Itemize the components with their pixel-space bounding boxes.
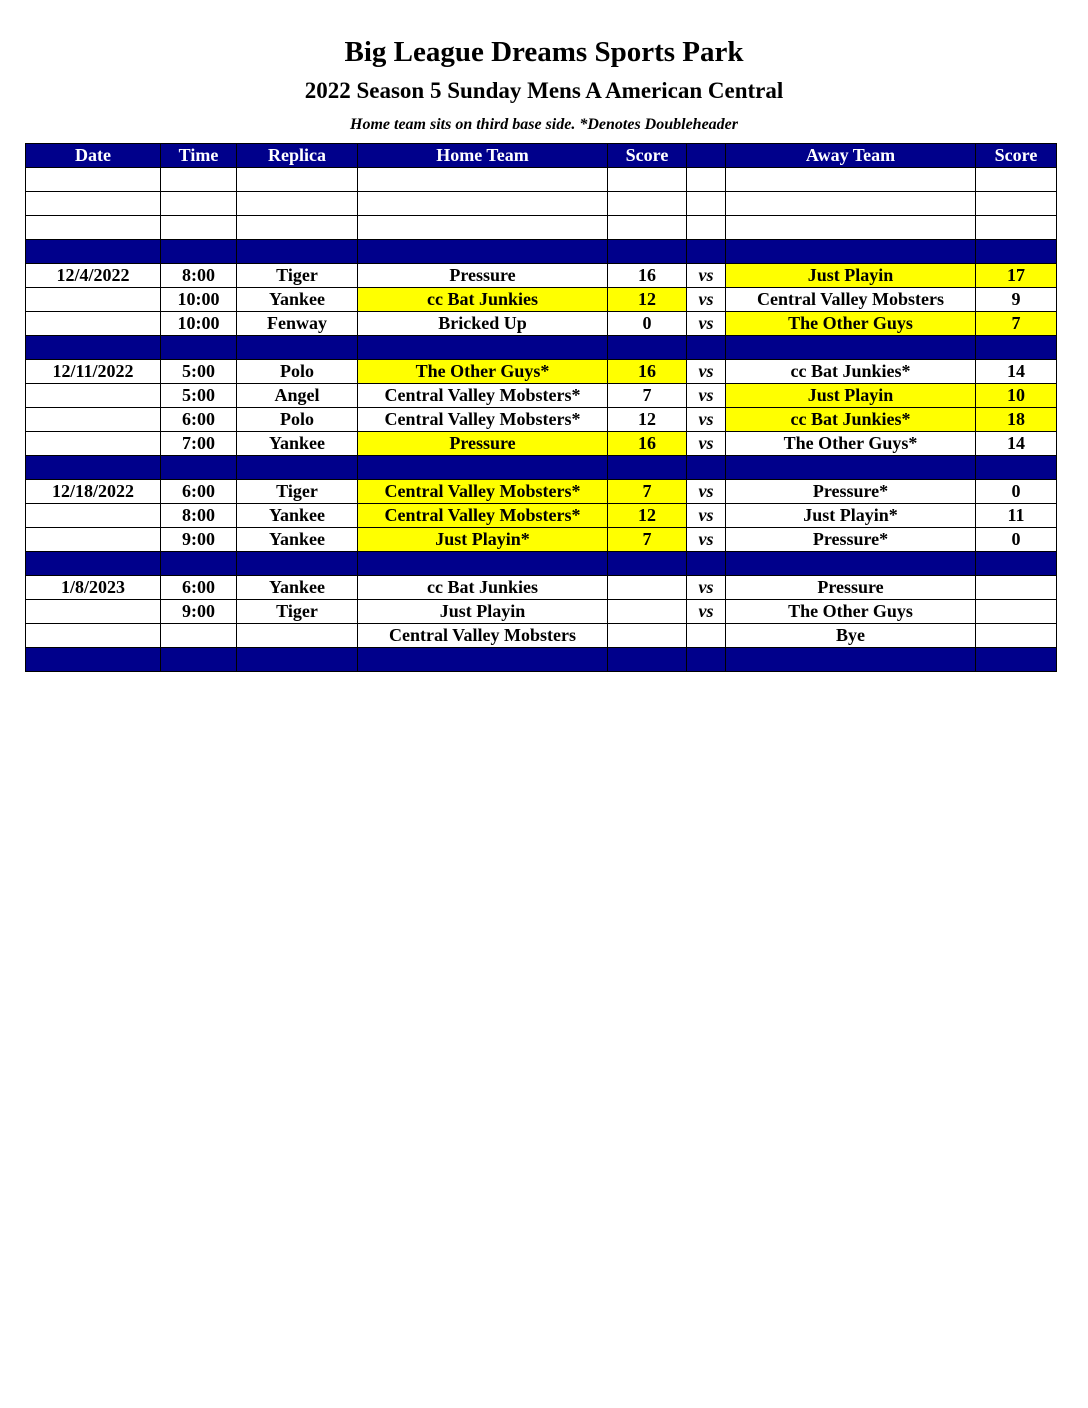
home-team-cell xyxy=(358,336,608,360)
time-cell: 7:00 xyxy=(161,432,237,456)
date-cell xyxy=(26,288,161,312)
game-row xyxy=(26,624,1057,648)
away-team-cell xyxy=(726,216,976,240)
vs-cell: vs xyxy=(687,384,726,408)
vs-cell xyxy=(687,336,726,360)
replica-cell: Polo xyxy=(237,408,358,432)
blank-row xyxy=(26,168,1057,192)
away-team-cell: Central Valley Mobsters xyxy=(726,288,976,312)
home-team-cell xyxy=(358,456,608,480)
game-row xyxy=(26,576,1057,600)
home-score-cell xyxy=(608,552,687,576)
replica-cell: Yankee xyxy=(237,432,358,456)
home-score-cell xyxy=(608,240,687,264)
vs-cell: vs xyxy=(687,264,726,288)
replica-cell: Yankee xyxy=(237,288,358,312)
replica-cell xyxy=(237,456,358,480)
away-score-cell: 0 xyxy=(976,528,1057,552)
away-team-cell xyxy=(726,648,976,672)
schedule-table xyxy=(25,143,1057,672)
date-cell: 12/11/2022 xyxy=(26,360,161,384)
date-cell xyxy=(26,600,161,624)
week-separator-row xyxy=(26,648,1057,672)
week-separator-row xyxy=(26,336,1057,360)
date-cell xyxy=(26,528,161,552)
game-row xyxy=(26,600,1057,624)
col-header-time: Time xyxy=(161,144,237,168)
away-team-cell: Pressure* xyxy=(726,528,976,552)
home-team-cell: Central Valley Mobsters* xyxy=(358,384,608,408)
home-team-cell: Central Valley Mobsters* xyxy=(358,408,608,432)
away-team-cell xyxy=(726,456,976,480)
game-row xyxy=(26,408,1057,432)
vs-cell: vs xyxy=(687,432,726,456)
header-row xyxy=(26,144,1057,168)
time-cell xyxy=(161,240,237,264)
replica-cell xyxy=(237,192,358,216)
date-cell xyxy=(26,312,161,336)
home-team-cell: Just Playin xyxy=(358,600,608,624)
time-cell xyxy=(161,168,237,192)
away-score-cell xyxy=(976,552,1057,576)
col-header-replica: Replica xyxy=(237,144,358,168)
blank-row xyxy=(26,192,1057,216)
date-cell xyxy=(26,456,161,480)
away-score-cell: 14 xyxy=(976,432,1057,456)
date-cell: 1/8/2023 xyxy=(26,576,161,600)
time-cell: 10:00 xyxy=(161,288,237,312)
home-team-cell: Central Valley Mobsters* xyxy=(358,504,608,528)
home-team-cell xyxy=(358,216,608,240)
away-team-cell: cc Bat Junkies* xyxy=(726,408,976,432)
away-score-cell: 17 xyxy=(976,264,1057,288)
vs-cell xyxy=(687,168,726,192)
away-team-cell: The Other Guys xyxy=(726,600,976,624)
col-header-home-score: Score xyxy=(608,144,687,168)
away-score-cell xyxy=(976,600,1057,624)
home-score-cell: 12 xyxy=(608,288,687,312)
time-cell: 10:00 xyxy=(161,312,237,336)
home-team-cell: Just Playin* xyxy=(358,528,608,552)
home-score-cell: 0 xyxy=(608,312,687,336)
home-score-cell xyxy=(608,456,687,480)
date-cell xyxy=(26,384,161,408)
col-header-away-score: Score xyxy=(976,144,1057,168)
date-cell xyxy=(26,408,161,432)
date-cell: 12/4/2022 xyxy=(26,264,161,288)
date-cell xyxy=(26,216,161,240)
date-cell xyxy=(26,624,161,648)
home-team-cell xyxy=(358,168,608,192)
home-score-cell xyxy=(608,624,687,648)
home-team-cell: Pressure xyxy=(358,432,608,456)
home-score-cell xyxy=(608,576,687,600)
away-team-cell: The Other Guys* xyxy=(726,432,976,456)
time-cell xyxy=(161,456,237,480)
away-team-cell xyxy=(726,336,976,360)
replica-cell xyxy=(237,552,358,576)
away-team-cell xyxy=(726,552,976,576)
col-header-date: Date xyxy=(26,144,161,168)
time-cell: 6:00 xyxy=(161,480,237,504)
away-team-cell xyxy=(726,240,976,264)
vs-cell xyxy=(687,240,726,264)
home-team-cell: cc Bat Junkies xyxy=(358,576,608,600)
replica-cell: Yankee xyxy=(237,528,358,552)
vs-cell: vs xyxy=(687,288,726,312)
game-row xyxy=(26,264,1057,288)
away-team-cell: cc Bat Junkies* xyxy=(726,360,976,384)
away-score-cell: 7 xyxy=(976,312,1057,336)
time-cell: 5:00 xyxy=(161,360,237,384)
date-cell xyxy=(26,648,161,672)
away-score-cell: 10 xyxy=(976,384,1057,408)
replica-cell: Angel xyxy=(237,384,358,408)
away-score-cell xyxy=(976,240,1057,264)
vs-cell xyxy=(687,216,726,240)
home-team-cell xyxy=(358,552,608,576)
time-cell xyxy=(161,648,237,672)
vs-cell: vs xyxy=(687,360,726,384)
vs-cell xyxy=(687,456,726,480)
vs-cell: vs xyxy=(687,408,726,432)
home-score-cell: 7 xyxy=(608,384,687,408)
vs-cell: vs xyxy=(687,480,726,504)
time-cell: 5:00 xyxy=(161,384,237,408)
home-team-cell xyxy=(358,648,608,672)
time-cell: 8:00 xyxy=(161,504,237,528)
home-team-cell xyxy=(358,192,608,216)
away-score-cell xyxy=(976,456,1057,480)
replica-cell: Tiger xyxy=(237,480,358,504)
away-score-cell: 14 xyxy=(976,360,1057,384)
home-score-cell xyxy=(608,600,687,624)
vs-cell xyxy=(687,192,726,216)
home-score-cell xyxy=(608,168,687,192)
replica-cell: Polo xyxy=(237,360,358,384)
game-row xyxy=(26,384,1057,408)
replica-cell xyxy=(237,240,358,264)
away-score-cell xyxy=(976,216,1057,240)
away-team-cell: Just Playin xyxy=(726,264,976,288)
date-cell: 12/18/2022 xyxy=(26,480,161,504)
col-header-vs xyxy=(687,144,726,168)
page-subtitle: 2022 Season 5 Sunday Mens A American Central xyxy=(304,78,784,103)
home-score-cell: 12 xyxy=(608,408,687,432)
date-cell xyxy=(26,504,161,528)
time-cell: 8:00 xyxy=(161,264,237,288)
away-score-cell xyxy=(976,648,1057,672)
game-row xyxy=(26,312,1057,336)
away-score-cell xyxy=(976,576,1057,600)
game-row xyxy=(26,288,1057,312)
col-header-away-team: Away Team xyxy=(726,144,976,168)
home-team-cell: Bricked Up xyxy=(358,312,608,336)
away-team-cell: Pressure xyxy=(726,576,976,600)
home-team-cell: The Other Guys* xyxy=(358,360,608,384)
date-cell xyxy=(26,432,161,456)
home-score-cell: 7 xyxy=(608,528,687,552)
away-team-cell: The Other Guys xyxy=(726,312,976,336)
vs-cell: vs xyxy=(687,312,726,336)
page-title: Big League Dreams Sports Park xyxy=(344,36,744,68)
home-score-cell xyxy=(608,216,687,240)
away-team-cell xyxy=(726,192,976,216)
week-separator-row xyxy=(26,456,1057,480)
vs-cell xyxy=(687,648,726,672)
vs-cell: vs xyxy=(687,600,726,624)
home-score-cell: 12 xyxy=(608,504,687,528)
away-score-cell: 18 xyxy=(976,408,1057,432)
time-cell xyxy=(161,552,237,576)
time-cell xyxy=(161,624,237,648)
game-row xyxy=(26,360,1057,384)
date-cell xyxy=(26,336,161,360)
vs-cell: vs xyxy=(687,576,726,600)
replica-cell xyxy=(237,216,358,240)
vs-cell: vs xyxy=(687,528,726,552)
col-header-home-team: Home Team xyxy=(358,144,608,168)
vs-cell: vs xyxy=(687,504,726,528)
away-score-cell xyxy=(976,624,1057,648)
replica-cell: Tiger xyxy=(237,600,358,624)
home-score-cell xyxy=(608,192,687,216)
home-score-cell: 16 xyxy=(608,360,687,384)
away-team-cell xyxy=(726,168,976,192)
replica-cell xyxy=(237,336,358,360)
game-row xyxy=(26,432,1057,456)
game-row xyxy=(26,528,1057,552)
home-team-cell: Central Valley Mobsters xyxy=(358,624,608,648)
schedule-note: Home team sits on third base side. *Denotes Doubleheader xyxy=(350,116,738,133)
time-cell: 6:00 xyxy=(161,576,237,600)
away-team-cell: Pressure* xyxy=(726,480,976,504)
replica-cell: Yankee xyxy=(237,504,358,528)
replica-cell: Tiger xyxy=(237,264,358,288)
away-score-cell xyxy=(976,192,1057,216)
week-separator-row xyxy=(26,552,1057,576)
game-row xyxy=(26,480,1057,504)
home-score-cell xyxy=(608,336,687,360)
time-cell: 9:00 xyxy=(161,600,237,624)
date-cell xyxy=(26,552,161,576)
away-score-cell: 11 xyxy=(976,504,1057,528)
date-cell xyxy=(26,168,161,192)
replica-cell xyxy=(237,624,358,648)
time-cell xyxy=(161,192,237,216)
home-team-cell xyxy=(358,240,608,264)
week-separator-row xyxy=(26,240,1057,264)
away-score-cell xyxy=(976,168,1057,192)
home-score-cell: 7 xyxy=(608,480,687,504)
game-row xyxy=(26,504,1057,528)
away-score-cell: 9 xyxy=(976,288,1057,312)
time-cell: 6:00 xyxy=(161,408,237,432)
away-team-cell: Just Playin xyxy=(726,384,976,408)
home-team-cell: Pressure xyxy=(358,264,608,288)
home-score-cell xyxy=(608,648,687,672)
time-cell: 9:00 xyxy=(161,528,237,552)
home-score-cell: 16 xyxy=(608,264,687,288)
date-cell xyxy=(26,192,161,216)
date-cell xyxy=(26,240,161,264)
home-team-cell: cc Bat Junkies xyxy=(358,288,608,312)
home-team-cell: Central Valley Mobsters* xyxy=(358,480,608,504)
replica-cell xyxy=(237,648,358,672)
home-score-cell: 16 xyxy=(608,432,687,456)
vs-cell xyxy=(687,552,726,576)
away-team-cell: Just Playin* xyxy=(726,504,976,528)
away-team-cell: Bye xyxy=(726,624,976,648)
vs-cell xyxy=(687,624,726,648)
away-score-cell xyxy=(976,336,1057,360)
replica-cell: Fenway xyxy=(237,312,358,336)
replica-cell xyxy=(237,168,358,192)
blank-row xyxy=(26,216,1057,240)
time-cell xyxy=(161,336,237,360)
away-score-cell: 0 xyxy=(976,480,1057,504)
replica-cell: Yankee xyxy=(237,576,358,600)
time-cell xyxy=(161,216,237,240)
